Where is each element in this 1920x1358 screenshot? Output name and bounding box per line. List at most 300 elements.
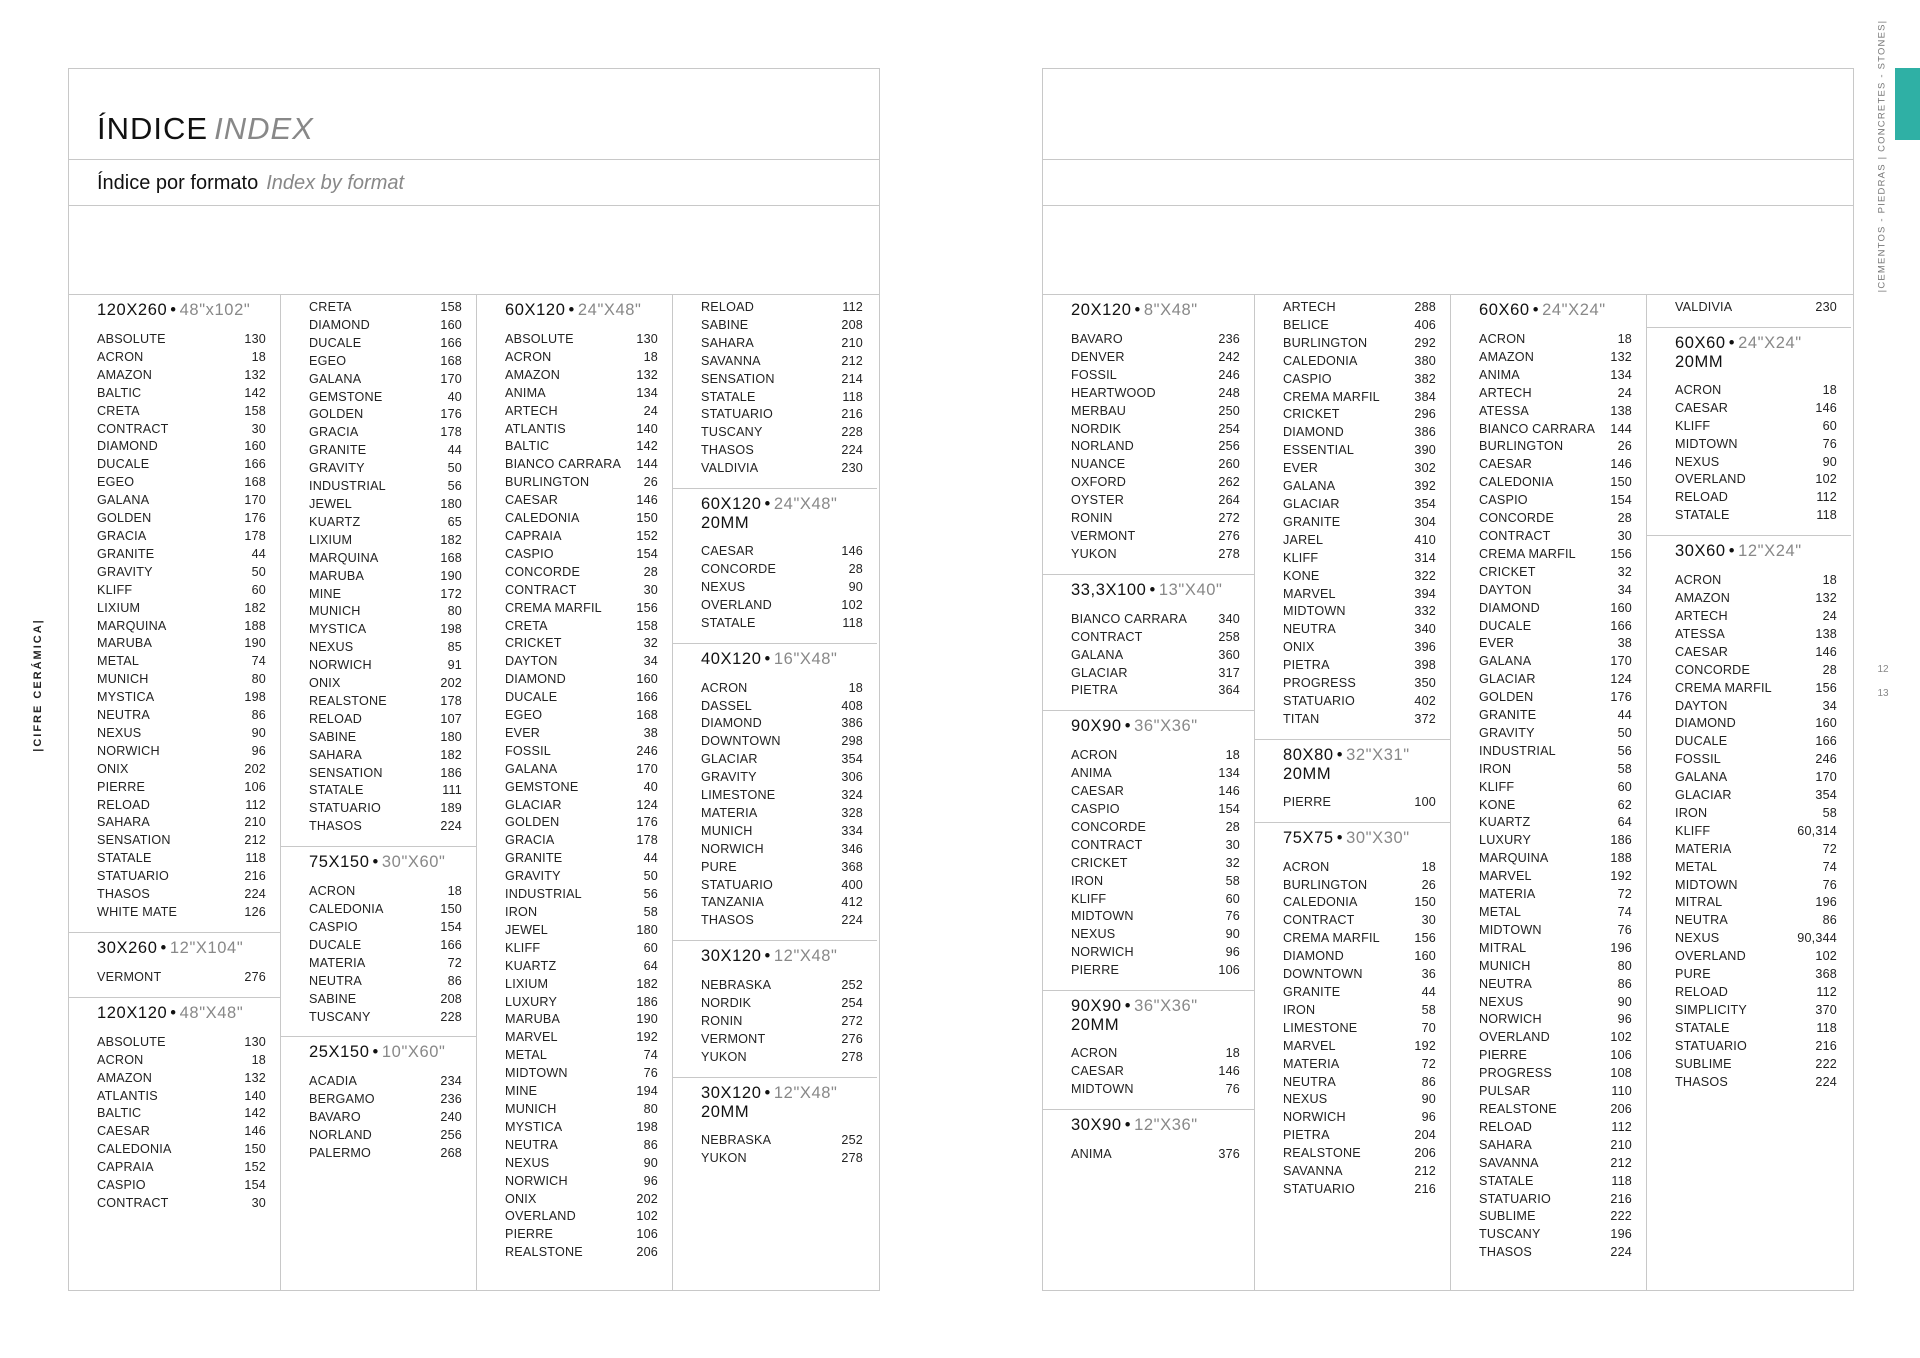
format-size: 33,3X100 xyxy=(1071,580,1147,599)
list-item xyxy=(673,1132,877,1150)
page-ref: 190 xyxy=(636,1012,658,1027)
list-item xyxy=(1255,335,1450,353)
product-name: PIERRE xyxy=(1479,1048,1528,1063)
product-name: ATESSA xyxy=(1675,626,1725,641)
format-size: 60X60 xyxy=(1479,301,1530,319)
product-name: MIDTOWN xyxy=(1675,436,1738,451)
page-ref: 192 xyxy=(636,1030,658,1045)
list-item xyxy=(1647,715,1851,733)
list-item xyxy=(69,904,280,922)
page-ref: 102 xyxy=(636,1209,658,1224)
list-item xyxy=(1647,769,1851,787)
page-ref: 386 xyxy=(841,716,863,731)
product-name: STATALE xyxy=(701,389,756,404)
format-size: 80X80 xyxy=(1283,745,1334,764)
page-ref: 192 xyxy=(1414,1038,1436,1053)
product-name: ACRON xyxy=(97,1052,144,1067)
list-item xyxy=(1255,603,1450,621)
product-name: ONIX xyxy=(505,1191,537,1206)
page-ref: 240 xyxy=(440,1110,462,1125)
product-name: MATERIA xyxy=(1479,887,1536,902)
list-item xyxy=(1255,371,1450,389)
page-ref: 18 xyxy=(643,349,658,364)
page-title xyxy=(97,113,314,144)
page-ref: 146 xyxy=(244,1124,266,1139)
page-ref: 292 xyxy=(1414,335,1436,350)
list-item xyxy=(69,850,280,868)
format-size: 75X150 xyxy=(309,853,370,872)
list-item xyxy=(281,955,476,973)
product-name: GALANA xyxy=(1071,647,1124,662)
page-ref: 288 xyxy=(1414,300,1436,314)
list-item xyxy=(1255,389,1450,407)
product-name: MARVEL xyxy=(1283,586,1336,601)
product-name: OVERLAND xyxy=(505,1209,576,1224)
page-ref: 154 xyxy=(1218,802,1240,817)
product-name: STATUARIO xyxy=(1479,1191,1551,1206)
list-item xyxy=(1451,456,1646,474)
list-item xyxy=(1043,403,1254,421)
product-name: CAESAR xyxy=(701,544,754,559)
page-ref: 86 xyxy=(447,973,462,988)
format-group xyxy=(1647,536,1851,1101)
list-item xyxy=(1043,1045,1254,1063)
list-item xyxy=(69,582,280,600)
list-item xyxy=(69,1195,280,1213)
page-ref: 276 xyxy=(841,1032,863,1046)
page-ref: 156 xyxy=(1610,546,1632,561)
format-group xyxy=(673,295,877,489)
page-ref: 91 xyxy=(447,658,462,673)
product-name: VALDIVIA xyxy=(1675,300,1733,314)
product-list xyxy=(1255,784,1450,822)
list-item xyxy=(281,818,476,836)
page-ref: 386 xyxy=(1414,425,1436,440)
format-inches: 12"X48" xyxy=(773,1083,838,1102)
list-item xyxy=(1451,868,1646,886)
list-item xyxy=(1255,550,1450,568)
index-columns xyxy=(69,295,879,1290)
list-item xyxy=(1255,406,1450,424)
page-ref: 26 xyxy=(1421,877,1436,892)
product-name: CAESAR xyxy=(97,1124,150,1139)
product-name: ACRON xyxy=(701,680,748,695)
product-name: ARTECH xyxy=(1675,608,1728,623)
product-name: MYSTICA xyxy=(97,690,155,705)
product-name: BURLINGTON xyxy=(1283,335,1368,350)
product-name: CONCORDE xyxy=(1479,511,1555,526)
page-ref: 74 xyxy=(643,1048,658,1063)
page-ref: 334 xyxy=(841,823,863,838)
page-ref: 206 xyxy=(1610,1101,1632,1116)
list-item xyxy=(1647,418,1851,436)
format-group xyxy=(1043,991,1254,1110)
list-item xyxy=(69,456,280,474)
product-name: BIANCO CARRARA xyxy=(505,457,622,472)
page-ref: 150 xyxy=(1414,895,1436,910)
product-name: GALANA xyxy=(1283,479,1336,494)
page-ref: 90 xyxy=(1421,1092,1436,1107)
list-item xyxy=(477,367,672,385)
list-item xyxy=(1043,349,1254,367)
list-item xyxy=(673,1031,877,1049)
page-ref: 28 xyxy=(1225,819,1240,834)
product-list xyxy=(281,1063,476,1173)
page-ref: 252 xyxy=(841,978,863,993)
product-name: NEBRASKA xyxy=(701,978,772,993)
page-ref: 236 xyxy=(1218,332,1240,346)
product-name: PIETRA xyxy=(1283,1128,1330,1143)
page-ref: 408 xyxy=(841,698,863,713)
format-inches: 16"X48" xyxy=(773,649,838,668)
product-name: CONTRACT xyxy=(97,421,169,436)
page-ref: 76 xyxy=(1225,909,1240,924)
page-ref: 372 xyxy=(1414,711,1436,726)
product-name: THASOS xyxy=(1675,1074,1728,1089)
product-name: JEWEL xyxy=(309,496,352,511)
page-ref: 410 xyxy=(1414,532,1436,547)
product-name: AMAZON xyxy=(1675,591,1731,606)
list-item xyxy=(281,424,476,442)
page-ref: 30 xyxy=(251,421,266,436)
page-ref: 18 xyxy=(1822,573,1837,588)
list-item xyxy=(69,725,280,743)
list-item xyxy=(281,1073,476,1091)
product-name: STATUARIO xyxy=(1283,1181,1355,1196)
page-ref: 152 xyxy=(244,1160,266,1175)
page-ref: 30 xyxy=(1617,528,1632,543)
product-name: GEMSTONE xyxy=(309,389,383,404)
page-ref: 384 xyxy=(1414,389,1436,404)
product-name: PURE xyxy=(1675,967,1711,982)
product-name: STATALE xyxy=(309,783,364,798)
product-name: OVERLAND xyxy=(1675,949,1746,964)
page-ref: 368 xyxy=(841,859,863,874)
product-name: BURLINGTON xyxy=(505,475,590,490)
page-ref: 340 xyxy=(1414,622,1436,637)
list-item xyxy=(1255,1127,1450,1145)
page-ref: 80 xyxy=(643,1101,658,1116)
format-group xyxy=(1255,823,1450,1209)
list-item xyxy=(69,528,280,546)
list-item xyxy=(1043,456,1254,474)
product-name: CALEDONIA xyxy=(505,511,580,526)
page-ref: 44 xyxy=(447,443,462,458)
list-item xyxy=(1647,859,1851,877)
page-ref: 302 xyxy=(1414,461,1436,476)
bullet-separator: • xyxy=(1728,542,1736,561)
blank-row-right xyxy=(1043,205,1853,295)
page-ref: 28 xyxy=(1822,662,1837,677)
page-ref: 332 xyxy=(1414,604,1436,619)
page-ref: 264 xyxy=(1218,493,1240,508)
list-item xyxy=(477,814,672,832)
page-ref: 182 xyxy=(636,976,658,991)
page-ref: 406 xyxy=(1414,317,1436,332)
spine-label xyxy=(28,620,48,750)
page-ref: 130 xyxy=(636,332,658,346)
product-name: SENSATION xyxy=(97,833,171,848)
product-name: GRAVITY xyxy=(97,564,153,579)
product-list xyxy=(1647,562,1851,1101)
list-item xyxy=(1451,546,1646,564)
list-item xyxy=(1647,489,1851,507)
list-item xyxy=(1451,1191,1646,1209)
page-ref: 154 xyxy=(244,1178,266,1193)
product-name: REALSTONE xyxy=(1479,1101,1557,1116)
product-name: DAYTON xyxy=(505,654,558,669)
product-name: CASPIO xyxy=(1283,371,1332,386)
page-ref: 202 xyxy=(440,676,462,691)
page-ref: 216 xyxy=(244,869,266,884)
format-group xyxy=(1043,575,1254,712)
list-item xyxy=(1647,1038,1851,1056)
list-item xyxy=(1451,331,1646,349)
list-item xyxy=(1451,922,1646,940)
bullet-separator: • xyxy=(764,1083,771,1102)
page-ref: 254 xyxy=(1218,421,1240,436)
page-ref: 60 xyxy=(1225,891,1240,906)
product-name: NEXUS xyxy=(701,579,746,594)
product-name: IRON xyxy=(505,905,538,919)
page-ref: 224 xyxy=(244,887,266,902)
page-ref: 60 xyxy=(643,940,658,955)
product-name: GLACIAR xyxy=(1071,665,1128,680)
product-name: NEUTRA xyxy=(97,708,150,723)
page-ref: 354 xyxy=(1414,496,1436,511)
product-name: KLIFF xyxy=(1479,779,1515,794)
list-item xyxy=(477,492,672,510)
list-item xyxy=(1647,1074,1851,1092)
product-name: ONIX xyxy=(1283,640,1315,655)
product-name: CONTRACT xyxy=(1283,913,1355,928)
page-ref: 314 xyxy=(1414,550,1436,565)
product-name: DASSEL xyxy=(701,698,752,713)
list-item xyxy=(281,991,476,1009)
product-name: NEXUS xyxy=(1283,1092,1328,1107)
format-group xyxy=(69,998,280,1223)
list-item xyxy=(1255,460,1450,478)
page-ref: 72 xyxy=(1822,841,1837,856)
page-ref: 26 xyxy=(643,475,658,490)
page-ref: 150 xyxy=(1610,475,1632,490)
list-item xyxy=(1451,1226,1646,1244)
page-ref: 112 xyxy=(1611,1119,1632,1134)
product-name: MIDTOWN xyxy=(1071,1081,1134,1096)
list-item xyxy=(477,474,672,492)
product-name: PIERRE xyxy=(505,1227,554,1242)
product-name: MERBAU xyxy=(1071,403,1127,418)
product-name: DOWNTOWN xyxy=(1283,967,1363,982)
product-name: CONCORDE xyxy=(1675,662,1751,677)
product-name: CRETA xyxy=(309,300,352,314)
list-item xyxy=(673,1049,877,1067)
product-name: MYSTICA xyxy=(309,622,367,637)
list-item xyxy=(477,761,672,779)
list-item xyxy=(1043,629,1254,647)
list-item xyxy=(69,653,280,671)
list-item xyxy=(69,886,280,904)
format-thickness: 20MM xyxy=(701,1102,750,1121)
list-item xyxy=(1647,662,1851,680)
list-item xyxy=(281,1091,476,1109)
product-name: GOLDEN xyxy=(505,815,560,830)
product-name: KLIFF xyxy=(1675,823,1711,838)
list-item xyxy=(1451,671,1646,689)
list-item xyxy=(1255,317,1450,335)
list-item xyxy=(1255,859,1450,877)
page-ref: 192 xyxy=(1610,869,1632,884)
page-numbers xyxy=(1872,658,1894,706)
list-item xyxy=(477,1137,672,1155)
list-item xyxy=(673,823,877,841)
list-item xyxy=(1043,837,1254,855)
list-item xyxy=(1647,1056,1851,1074)
product-name: NORDIK xyxy=(1071,421,1122,436)
list-item xyxy=(673,1013,877,1031)
format-inches: 36"X36" xyxy=(1134,997,1198,1016)
product-name: NORWICH xyxy=(505,1173,568,1188)
page-ref: 224 xyxy=(1815,1074,1837,1089)
product-name: STATUARIO xyxy=(309,801,381,816)
product-name: MATERIA xyxy=(309,955,366,970)
product-name: ACRON xyxy=(97,349,144,364)
format-group xyxy=(1043,295,1254,575)
list-item xyxy=(1043,546,1254,564)
list-item xyxy=(1255,1056,1450,1074)
product-name: ANIMA xyxy=(1479,367,1520,382)
list-item xyxy=(1647,400,1851,418)
product-name: NORLAND xyxy=(1071,439,1134,454)
page-ref: 190 xyxy=(244,636,266,651)
list-item xyxy=(69,635,280,653)
list-item xyxy=(1451,564,1646,582)
product-name: GLACIAR xyxy=(1479,672,1536,687)
list-item xyxy=(69,438,280,456)
page-ref: 210 xyxy=(244,815,266,830)
list-item xyxy=(1043,1081,1254,1099)
list-item xyxy=(1647,751,1851,769)
list-item xyxy=(477,1191,672,1209)
product-name: NEXUS xyxy=(1675,454,1720,469)
product-list xyxy=(1255,849,1450,1209)
list-item xyxy=(281,335,476,353)
page-ref: 304 xyxy=(1414,514,1436,529)
list-item xyxy=(1451,582,1646,600)
list-item xyxy=(673,317,877,335)
list-item xyxy=(1647,680,1851,698)
list-item xyxy=(477,922,672,940)
list-item xyxy=(281,973,476,991)
page-ref: 138 xyxy=(1610,403,1632,418)
title-es: ÍNDICE xyxy=(97,111,209,146)
page-ref: 172 xyxy=(440,586,462,601)
list-item xyxy=(673,805,877,823)
left-page xyxy=(68,68,880,1291)
product-name: PIERRE xyxy=(97,779,146,794)
format-size: 30X120 xyxy=(701,1083,762,1102)
list-item xyxy=(673,424,877,442)
list-item xyxy=(1255,894,1450,912)
list-item xyxy=(1647,1002,1851,1020)
page-ref: 134 xyxy=(1610,367,1632,382)
list-item xyxy=(69,743,280,761)
list-item xyxy=(477,850,672,868)
list-item xyxy=(477,1119,672,1137)
product-name: STATUARIO xyxy=(1675,1038,1747,1053)
product-name: GRACIA xyxy=(309,425,359,440)
product-name: SAHARA xyxy=(97,815,150,830)
bullet-separator: • xyxy=(1149,580,1156,599)
product-name: CONTRACT xyxy=(1479,528,1551,543)
product-name: EGEO xyxy=(309,353,347,368)
page-ref: 28 xyxy=(643,564,658,579)
page-ref: 74 xyxy=(251,654,266,669)
product-name: GRANITE xyxy=(309,443,367,458)
list-item xyxy=(281,371,476,389)
product-name: MIDTOWN xyxy=(1283,604,1346,619)
list-item xyxy=(477,618,672,636)
list-item xyxy=(673,442,877,460)
page-ref: 18 xyxy=(1822,382,1837,397)
page-ref: 168 xyxy=(636,708,658,723)
product-name: NEUTRA xyxy=(309,973,362,988)
product-name: STATALE xyxy=(701,615,756,630)
list-item xyxy=(1255,478,1450,496)
page-ref: 112 xyxy=(1816,985,1837,999)
page-ref: 306 xyxy=(841,770,863,785)
list-item xyxy=(1043,944,1254,962)
list-item xyxy=(1043,438,1254,456)
product-name: STATUARIO xyxy=(701,877,773,892)
product-name: RELOAD xyxy=(309,711,362,726)
product-name: ARTECH xyxy=(1479,385,1532,400)
product-name: TITAN xyxy=(1283,711,1320,726)
product-name: SABINE xyxy=(701,317,749,332)
page-ref: 118 xyxy=(842,615,863,630)
page-ref: 186 xyxy=(440,765,462,780)
product-name: GLACIAR xyxy=(701,752,758,767)
page-ref: 24 xyxy=(643,403,658,418)
product-name: NEUTRA xyxy=(1675,913,1728,928)
page-ref: 166 xyxy=(440,335,462,350)
list-item xyxy=(281,568,476,586)
list-item xyxy=(1451,1244,1646,1262)
page-ref: 278 xyxy=(841,1150,863,1165)
product-name: ACADIA xyxy=(309,1074,358,1089)
page-ref: 118 xyxy=(1611,1173,1632,1188)
page-ref: 111 xyxy=(442,783,462,798)
page-ref: 32 xyxy=(643,636,658,651)
product-name: ARTECH xyxy=(1283,300,1336,314)
list-item xyxy=(1451,367,1646,385)
format-group xyxy=(69,933,280,998)
product-name: INDUSTRIAL xyxy=(505,887,582,902)
page-ref: 70 xyxy=(1421,1020,1436,1035)
product-name: ACRON xyxy=(1071,1046,1118,1061)
page-ref: 246 xyxy=(636,743,658,758)
page-ref: 142 xyxy=(244,1106,266,1121)
list-item xyxy=(1043,962,1254,980)
list-item xyxy=(69,761,280,779)
product-name: MINE xyxy=(505,1084,538,1099)
list-item xyxy=(281,747,476,765)
product-name: GOLDEN xyxy=(1479,690,1534,705)
product-name: CREMA MARFIL xyxy=(1675,680,1772,695)
page-ref: 194 xyxy=(636,1084,658,1099)
page-ref: 154 xyxy=(440,920,462,934)
page-ref: 168 xyxy=(440,353,462,368)
